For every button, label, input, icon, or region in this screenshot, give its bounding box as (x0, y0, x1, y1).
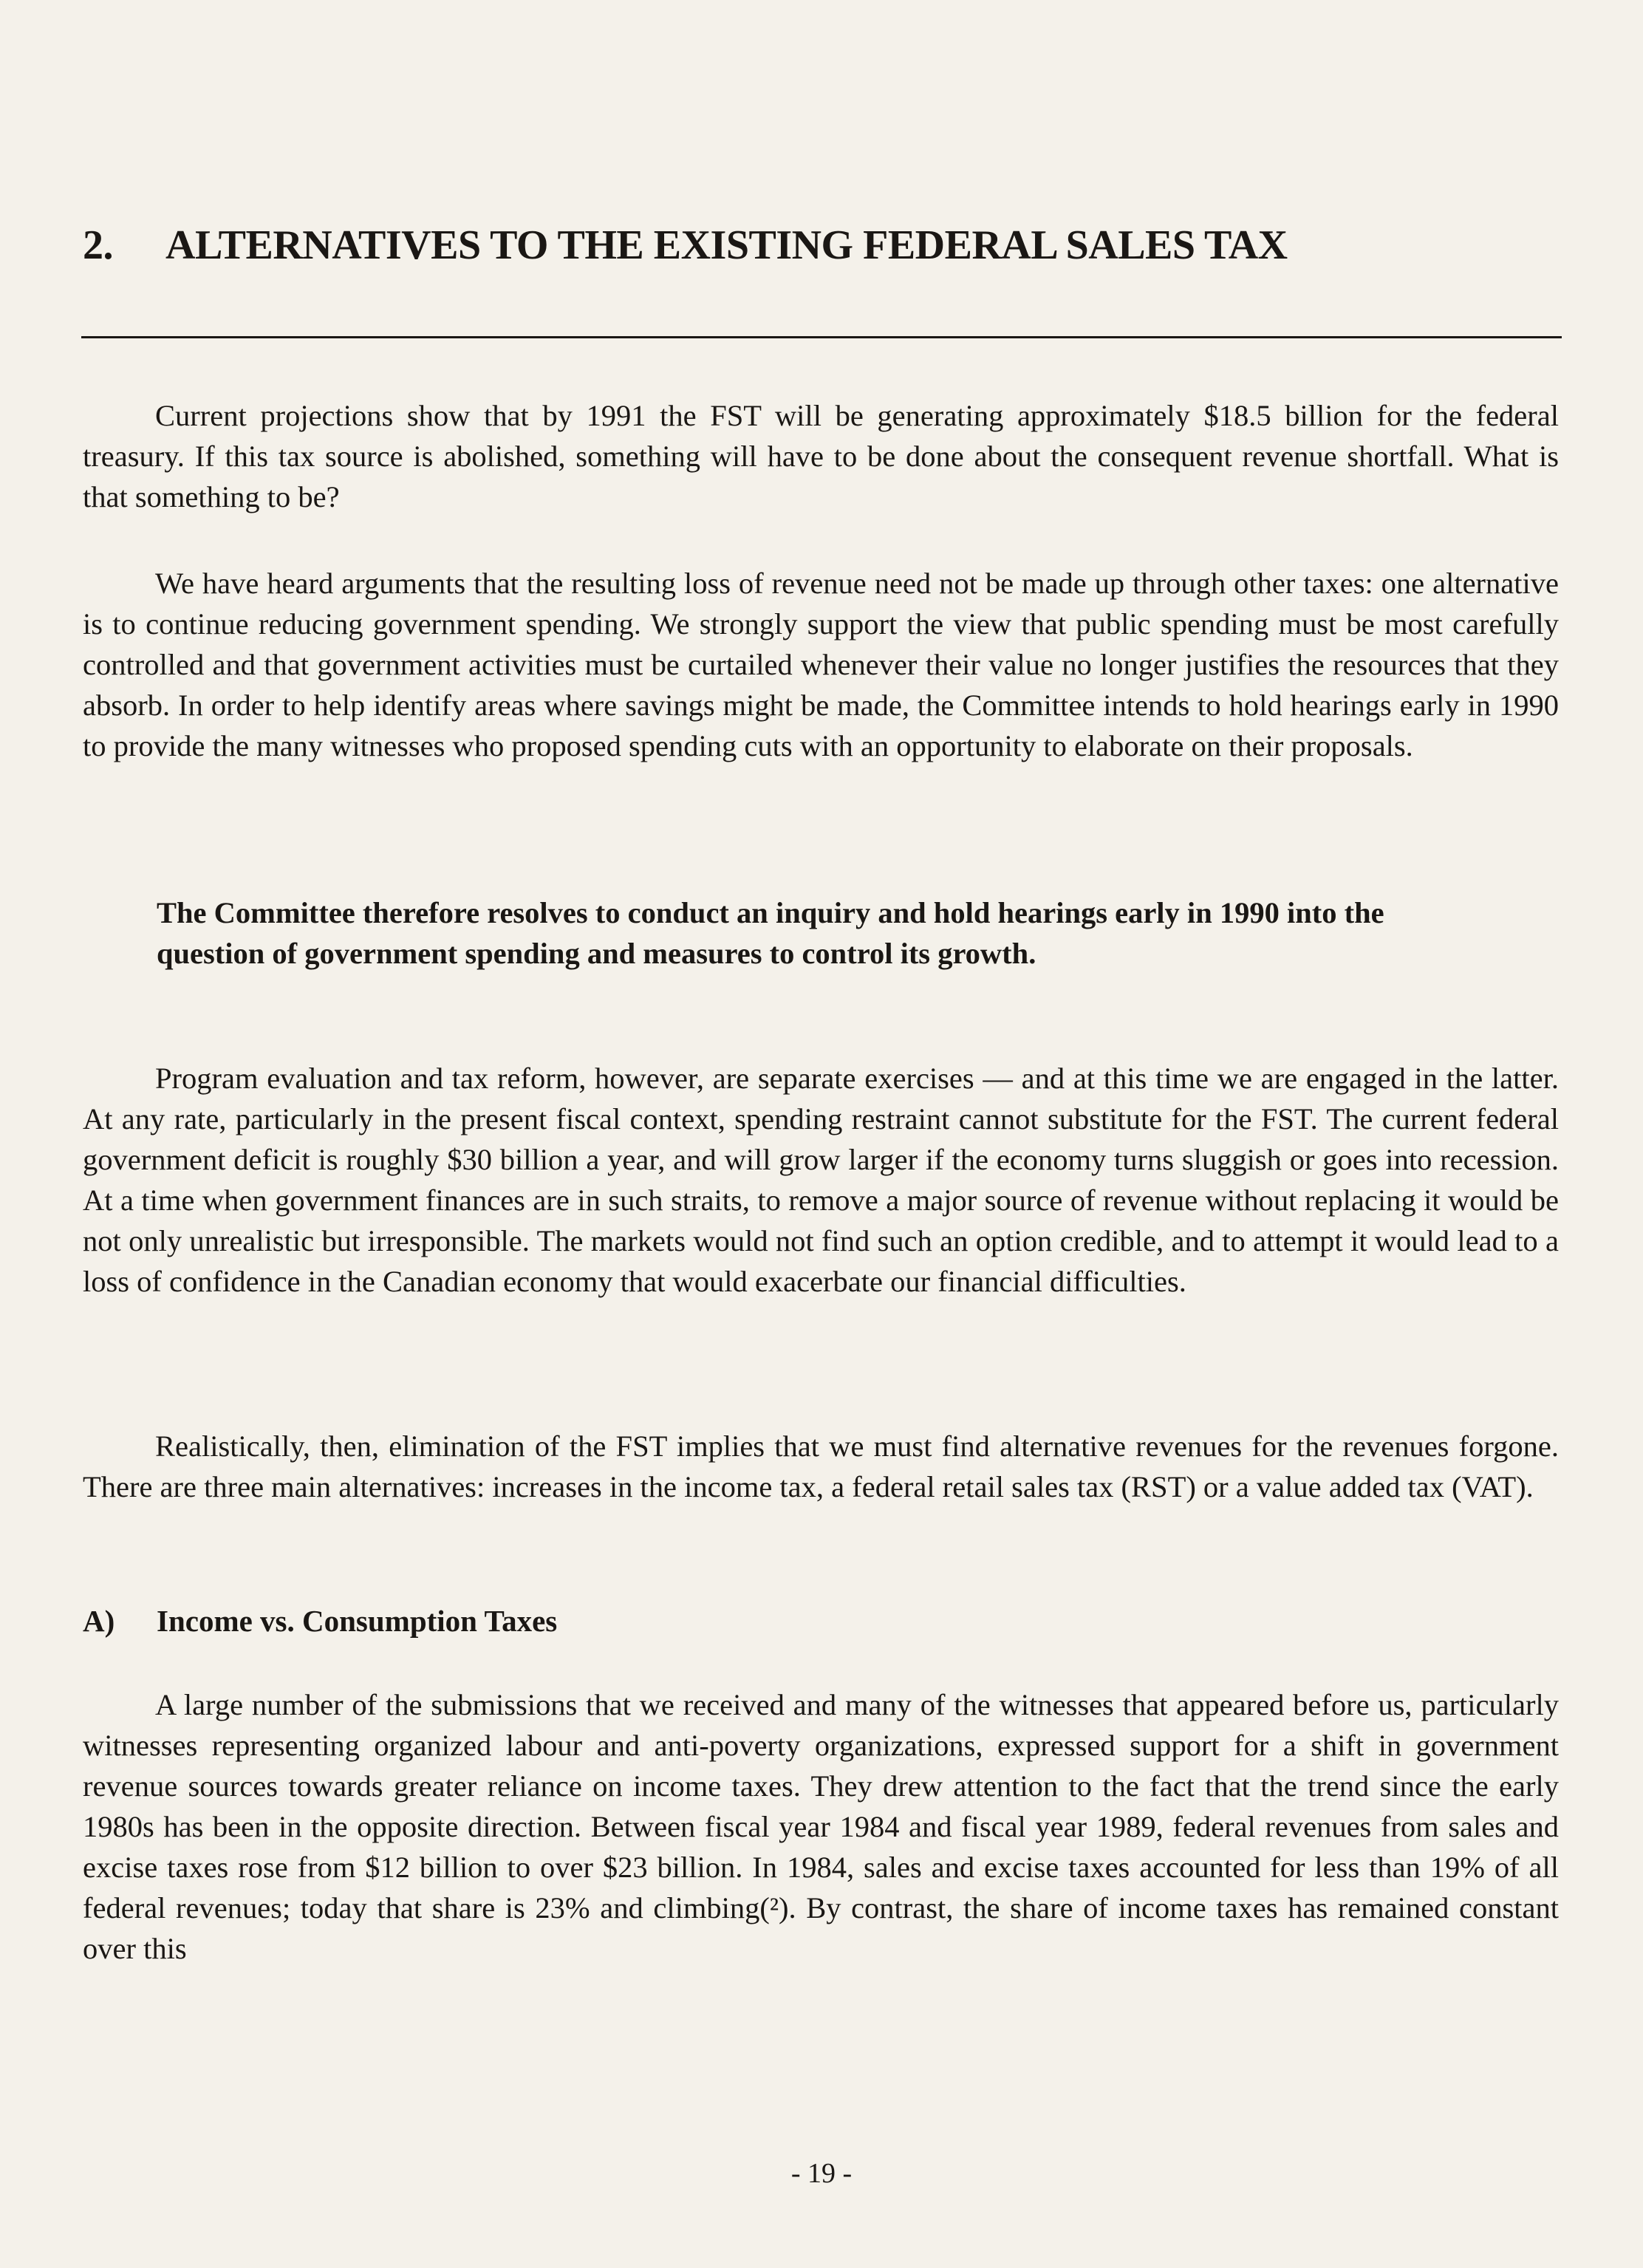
subsection-heading (83, 1603, 557, 1639)
subsection-title: Income vs. Consumption Taxes (157, 1604, 558, 1638)
subsection-letter: A) (83, 1604, 115, 1638)
heading-rule (81, 336, 1562, 338)
section-heading (83, 222, 1568, 269)
paragraph-income-taxes: A large number of the submissions that we received and many of the witnesses that appeared before us, particularly witnesses representing organized labour and anti-poverty organizations, expressed support for a shift in government revenue sources towards greater reliance on income taxes. They drew attention to the fact that the trend since the early 1980s has been in the opposite direction. Between fiscal year 1984 and fiscal year 1989, federal revenues from sales and excise taxes rose from $12 billion to over $23 billion. In 1984, sales and excise taxes accounted for less than 19% of all federal revenues; today that share is 23% and climbing(²). By contrast, the share of income taxes has remained constant over this (83, 1688, 1559, 1965)
paragraph-spending-arguments: We have heard arguments that the resulting loss of revenue need not be made up through other taxes: one alternative is to continue reducing government spending. We strongly support the view that public spending must be most carefully controlled and that government activities must be curtailed whenever their value no longer justifies the resources that they absorb. In order to help identify areas where savings might be made, the Committee intends to hold hearings early in 1990 to provide the many witnesses who proposed spending cuts with an opportunity to elaborate on their proposals. (83, 567, 1559, 762)
committee-resolution: The Committee therefore resolves to conduct an inquiry and hold hearings early in 1990 into the question of government spending and measures to control its growth. (157, 896, 1384, 970)
section-number: 2. (83, 222, 113, 268)
paragraph-projections: Current projections show that by 1991 the FST will be generating approximately $18.5 billion for the federal treasury. If this tax source is abolished, something will have to be done about the consequent revenue shortfall. What is that something to be? (83, 399, 1559, 513)
section-title: ALTERNATIVES TO THE EXISTING FEDERAL SALES TAX (165, 222, 1288, 268)
paragraph-program-evaluation: Program evaluation and tax reform, however, are separate exercises — and at this time we are engaged in the latter. At any rate, particularly in the present fiscal context, spending restraint cannot substitute for the FST. The current federal government deficit is roughly $30 billion a year, and will grow larger if the economy turns sluggish or goes into recession. At a time when government finances are in such straits, to remove a major source of revenue without replacing it would be not only unrealistic but irresponsible. The markets would not find such an option credible, and to attempt it would lead to a loss of confidence in the Canadian economy that would exacerbate our financial difficulties. (83, 1062, 1559, 1298)
paragraph-alternatives: Realistically, then, elimination of the FST implies that we must find alternative revenues for the revenues forgone. There are three main alternatives: increases in the income tax, a federal retail sales tax (RST) or a value added tax (VAT). (83, 1430, 1559, 1503)
page-number: - 19 - (790, 2158, 853, 2189)
